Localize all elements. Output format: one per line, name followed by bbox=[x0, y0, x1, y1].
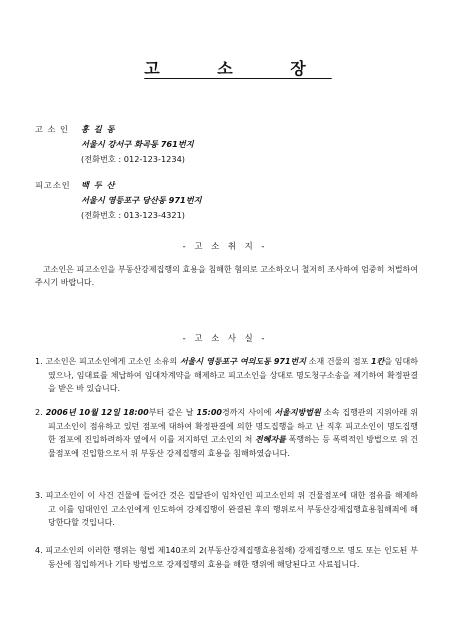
accused-block bbox=[35, 178, 202, 223]
purpose-heading: - 고 소 취 지 - bbox=[182, 241, 268, 251]
fact-item-1: 1. 고소인은 피고소인에게 고소인 소유의 서울시 영등포구 여의도동 971번지 소재 건물의 점포 1칸을 임대하였으나, 임대료를 체납하여 임대차계약을 해제하고 피고소인을 상대로 명도청구소송을 제기하여 확정판결을 받은 바 있습니다. bbox=[35, 357, 418, 394]
accused-label: 피고소인 bbox=[35, 180, 71, 190]
accused-phone: (전화번호 : 013-123-4321) bbox=[81, 210, 185, 220]
complainant-label: 고 소 인 bbox=[35, 124, 69, 134]
complainant-block bbox=[35, 122, 194, 167]
accused-address: 서울시 영등포구 당산동 971번지 bbox=[81, 195, 202, 205]
complainant-address: 서울시 강서구 화곡동 761번지 bbox=[81, 139, 194, 149]
accused-name: 백 두 산 bbox=[81, 180, 115, 190]
fact-item-2: 2. 2006년 10월 12일 18:00부터 같은 날 15:00경까지 사이에 서울지방법원 소속 집행관의 지위아래 위 피고소인이 점유하고 있던 점포에 대하여 확정판결에 의한 명도집행을 하고 난 직후 피고소인이 명도집행 한 점포에 진입하려하자 옆에서 이를 저지하던 고소인의 처 전혜자를 폭행하는 등 폭력적인 방법으로 위 건물점포에 진입함으로서 위 부동산 강제집행의 효용을 침해하였습니다. bbox=[35, 408, 418, 458]
complainant-phone: (전화번호 : 012-123-1234) bbox=[81, 154, 185, 164]
purpose-text: 고소인은 피고소인을 부동산강제집행의 효용을 침해한 혐의로 고소하오니 철저히 조사하여 엄중히 처벌하여 주시기 바랍니다. bbox=[35, 265, 418, 288]
complainant-name: 홍 길 동 bbox=[81, 124, 115, 134]
facts-heading: - 고 소 사 실 - bbox=[182, 333, 268, 343]
fact-item-3: 3. 피고소인이 이 사건 건물에 들어간 것은 집달관이 임차인인 피고소인의 위 건물점포에 대한 점유를 해제하고 이를 임대인인 고소인에게 인도하여 강제집행이 완결된 후의 행위로서 부동산강제집행효용침해죄에 해당한다할 것입니다. bbox=[35, 491, 418, 528]
document-title: 고 소 장 bbox=[144, 59, 332, 78]
fact-item-4: 4. 피고소인의 이러한 행위는 형법 제140조의 2(부동산강제집행효용침해) 강제집행으로 명도 또는 인도된 부동산에 침입하거나 기타 방법으로 강제집행의 효용을 해한 행위에 해당된다고 사료됩니다. bbox=[35, 546, 418, 569]
